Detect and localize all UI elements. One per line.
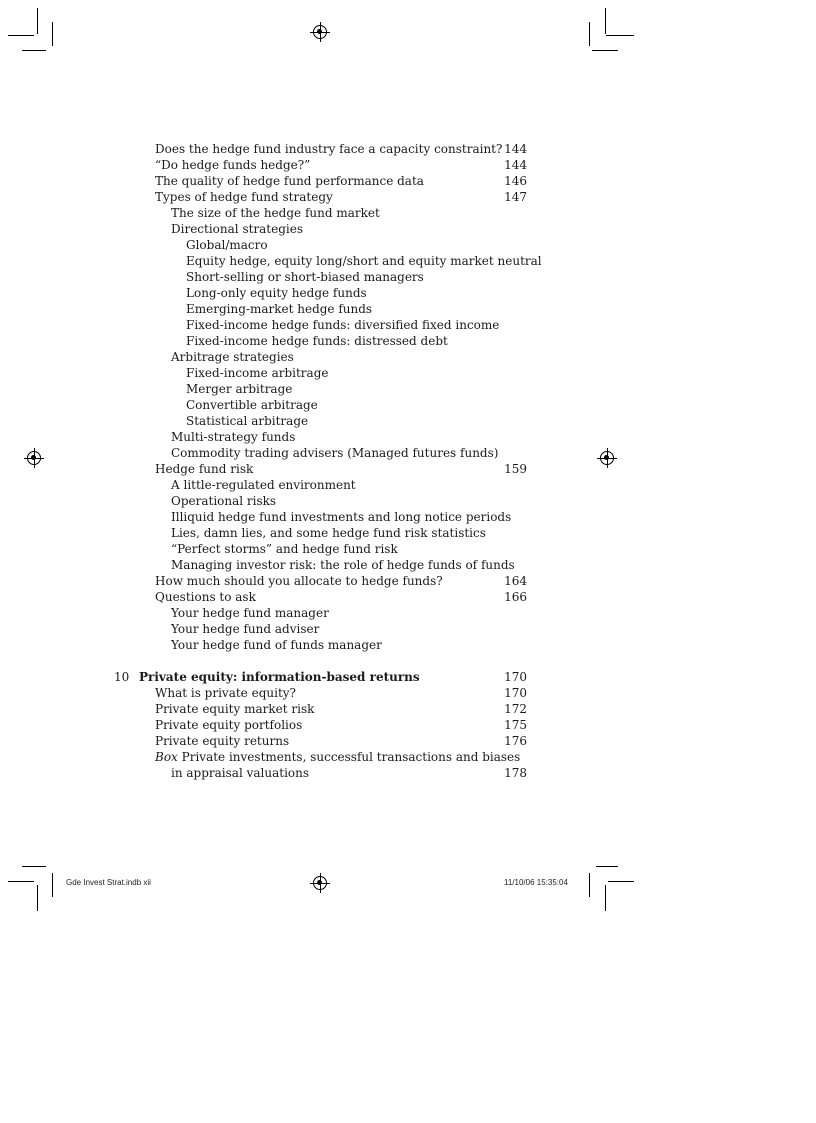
toc-entry-title: Short-selling or short-biased managers [186,270,424,284]
toc-entry [0,685,816,701]
toc-entry-title: Your hedge fund of funds manager [171,638,382,652]
toc-entry [0,605,816,621]
toc-entry-title: What is private equity? [155,686,296,700]
registration-mark-icon [313,876,327,890]
toc-entry [0,189,816,205]
toc-entry-title: Private equity returns [155,734,290,748]
crop-mark [589,22,590,46]
toc-entry-page: 176 [504,734,527,748]
toc-entry-title: Equity hedge, equity long/short and equity market neutral [186,254,542,268]
toc-entry-page: 159 [504,462,527,476]
toc-entry [0,461,816,477]
toc-entry-title: Your hedge fund manager [171,606,329,620]
toc-entry-page: 164 [504,574,527,588]
toc-entry-page: 166 [504,590,527,604]
toc-entry-title: Hedge fund risk [155,462,254,476]
toc-entry [0,701,816,717]
toc-entry-title: Private equity market risk [155,702,315,716]
box-entry-page: 178 [504,766,527,780]
crop-mark [37,8,38,34]
toc-entry-title: Merger arbitrage [186,382,293,396]
chapter-heading [0,669,816,685]
toc-entry [0,509,816,525]
toc-entry-title: Directional strategies [171,222,304,236]
toc-entry [0,157,816,173]
crop-mark [8,881,34,882]
crop-mark [606,35,634,36]
toc-entry-title: “Do hedge funds hedge?” [155,158,311,172]
box-entry-title [155,749,520,765]
toc-entry-title: The quality of hedge fund performance data [155,174,424,188]
chapter-page: 170 [504,670,527,684]
toc-entry [0,541,816,557]
toc-entry-title: Multi-strategy funds [171,430,296,444]
toc-entry-title: How much should you allocate to hedge funds? [155,574,443,588]
toc-entry-title: Illiquid hedge fund investments and long notice periods [171,510,512,524]
toc-entry-title: Fixed-income hedge funds: distressed debt [186,334,448,348]
crop-mark [589,873,590,897]
toc-entry [0,205,816,221]
crop-mark [52,873,53,897]
toc-entry [0,301,816,317]
toc-entry [0,349,816,365]
toc-entry-title: Lies, damn lies, and some hedge fund risk statistics [171,526,486,540]
toc-entry-page: 170 [504,686,527,700]
toc-entry [0,733,816,749]
toc-entry [0,589,816,605]
toc-entry-page: 172 [504,702,527,716]
toc-entry [0,429,816,445]
toc-entry-page: 144 [504,158,527,172]
toc-entry-title: Private equity portfolios [155,718,303,732]
toc-entry-title: Emerging-market hedge funds [186,302,373,316]
crop-mark [22,866,46,867]
toc-entry [0,253,816,269]
toc-entry [0,493,816,509]
toc-entry [0,269,816,285]
crop-mark [8,35,34,36]
toc-entry-title: “Perfect storms” and hedge fund risk [171,542,398,556]
registration-mark-icon [313,25,327,39]
crop-mark [596,866,618,867]
toc-entry [0,141,816,157]
toc-entry-title: Statistical arbitrage [186,414,309,428]
toc-entry [0,477,816,493]
crop-mark [605,885,606,911]
chapter-number: 10 [114,670,130,684]
crop-mark [605,8,606,34]
box-entry-continued [0,765,816,781]
toc-entry-title: Commodity trading advisers (Managed futures funds) [171,446,499,460]
toc-entry-title: Fixed-income arbitrage [186,366,329,380]
crop-mark [608,881,634,882]
toc-entry-page: 144 [504,142,527,156]
toc-entry [0,717,816,733]
box-title-line1: Private investments, successful transactions and biases [181,750,521,764]
toc-entry [0,637,816,653]
slug-filename: Gde Invest Strat.indb xii [66,878,151,887]
box-entry [0,749,816,765]
toc-entry [0,621,816,637]
toc-entry [0,557,816,573]
chapter-title: Private equity: information-based returns [139,670,420,684]
box-label: Box [155,750,178,764]
toc-entry [0,525,816,541]
toc-entry-page: 146 [504,174,527,188]
box-title-line2: in appraisal valuations [171,766,310,780]
crop-mark [52,22,53,46]
toc-entry [0,365,816,381]
toc-entry-page: 147 [504,190,527,204]
toc-entry [0,573,816,589]
toc-entry-title: Your hedge fund adviser [171,622,320,636]
toc-entry [0,397,816,413]
toc-entry-title: Managing investor risk: the role of hedge funds of funds [171,558,515,572]
toc-entry-title: Long-only equity hedge funds [186,286,367,300]
toc-entry-page: 175 [504,718,527,732]
toc-entry [0,173,816,189]
toc-entry [0,381,816,397]
slug-timestamp: 11/10/06 15:35:04 [504,878,568,887]
toc-entry [0,285,816,301]
toc-entry [0,317,816,333]
toc-entry [0,333,816,349]
crop-mark [37,885,38,911]
crop-mark [22,50,46,51]
toc-entry-title: Operational risks [171,494,277,508]
toc-entry [0,413,816,429]
toc-entry-title: Questions to ask [155,590,256,604]
toc-entry-title: The size of the hedge fund market [171,206,380,220]
toc-entry-title: Types of hedge fund strategy [155,190,333,204]
toc-entry-title: A little-regulated environment [171,478,356,492]
toc-entry-title: Arbitrage strategies [171,350,294,364]
toc-entry [0,237,816,253]
crop-mark [592,50,618,51]
toc-entry-title: Convertible arbitrage [186,398,318,412]
toc-entry-title: Does the hedge fund industry face a capacity constraint? [155,142,503,156]
toc-entry [0,445,816,461]
toc-entry-title: Fixed-income hedge funds: diversified fixed income [186,318,500,332]
toc-entry [0,221,816,237]
toc-entry-title: Global/macro [186,238,268,252]
